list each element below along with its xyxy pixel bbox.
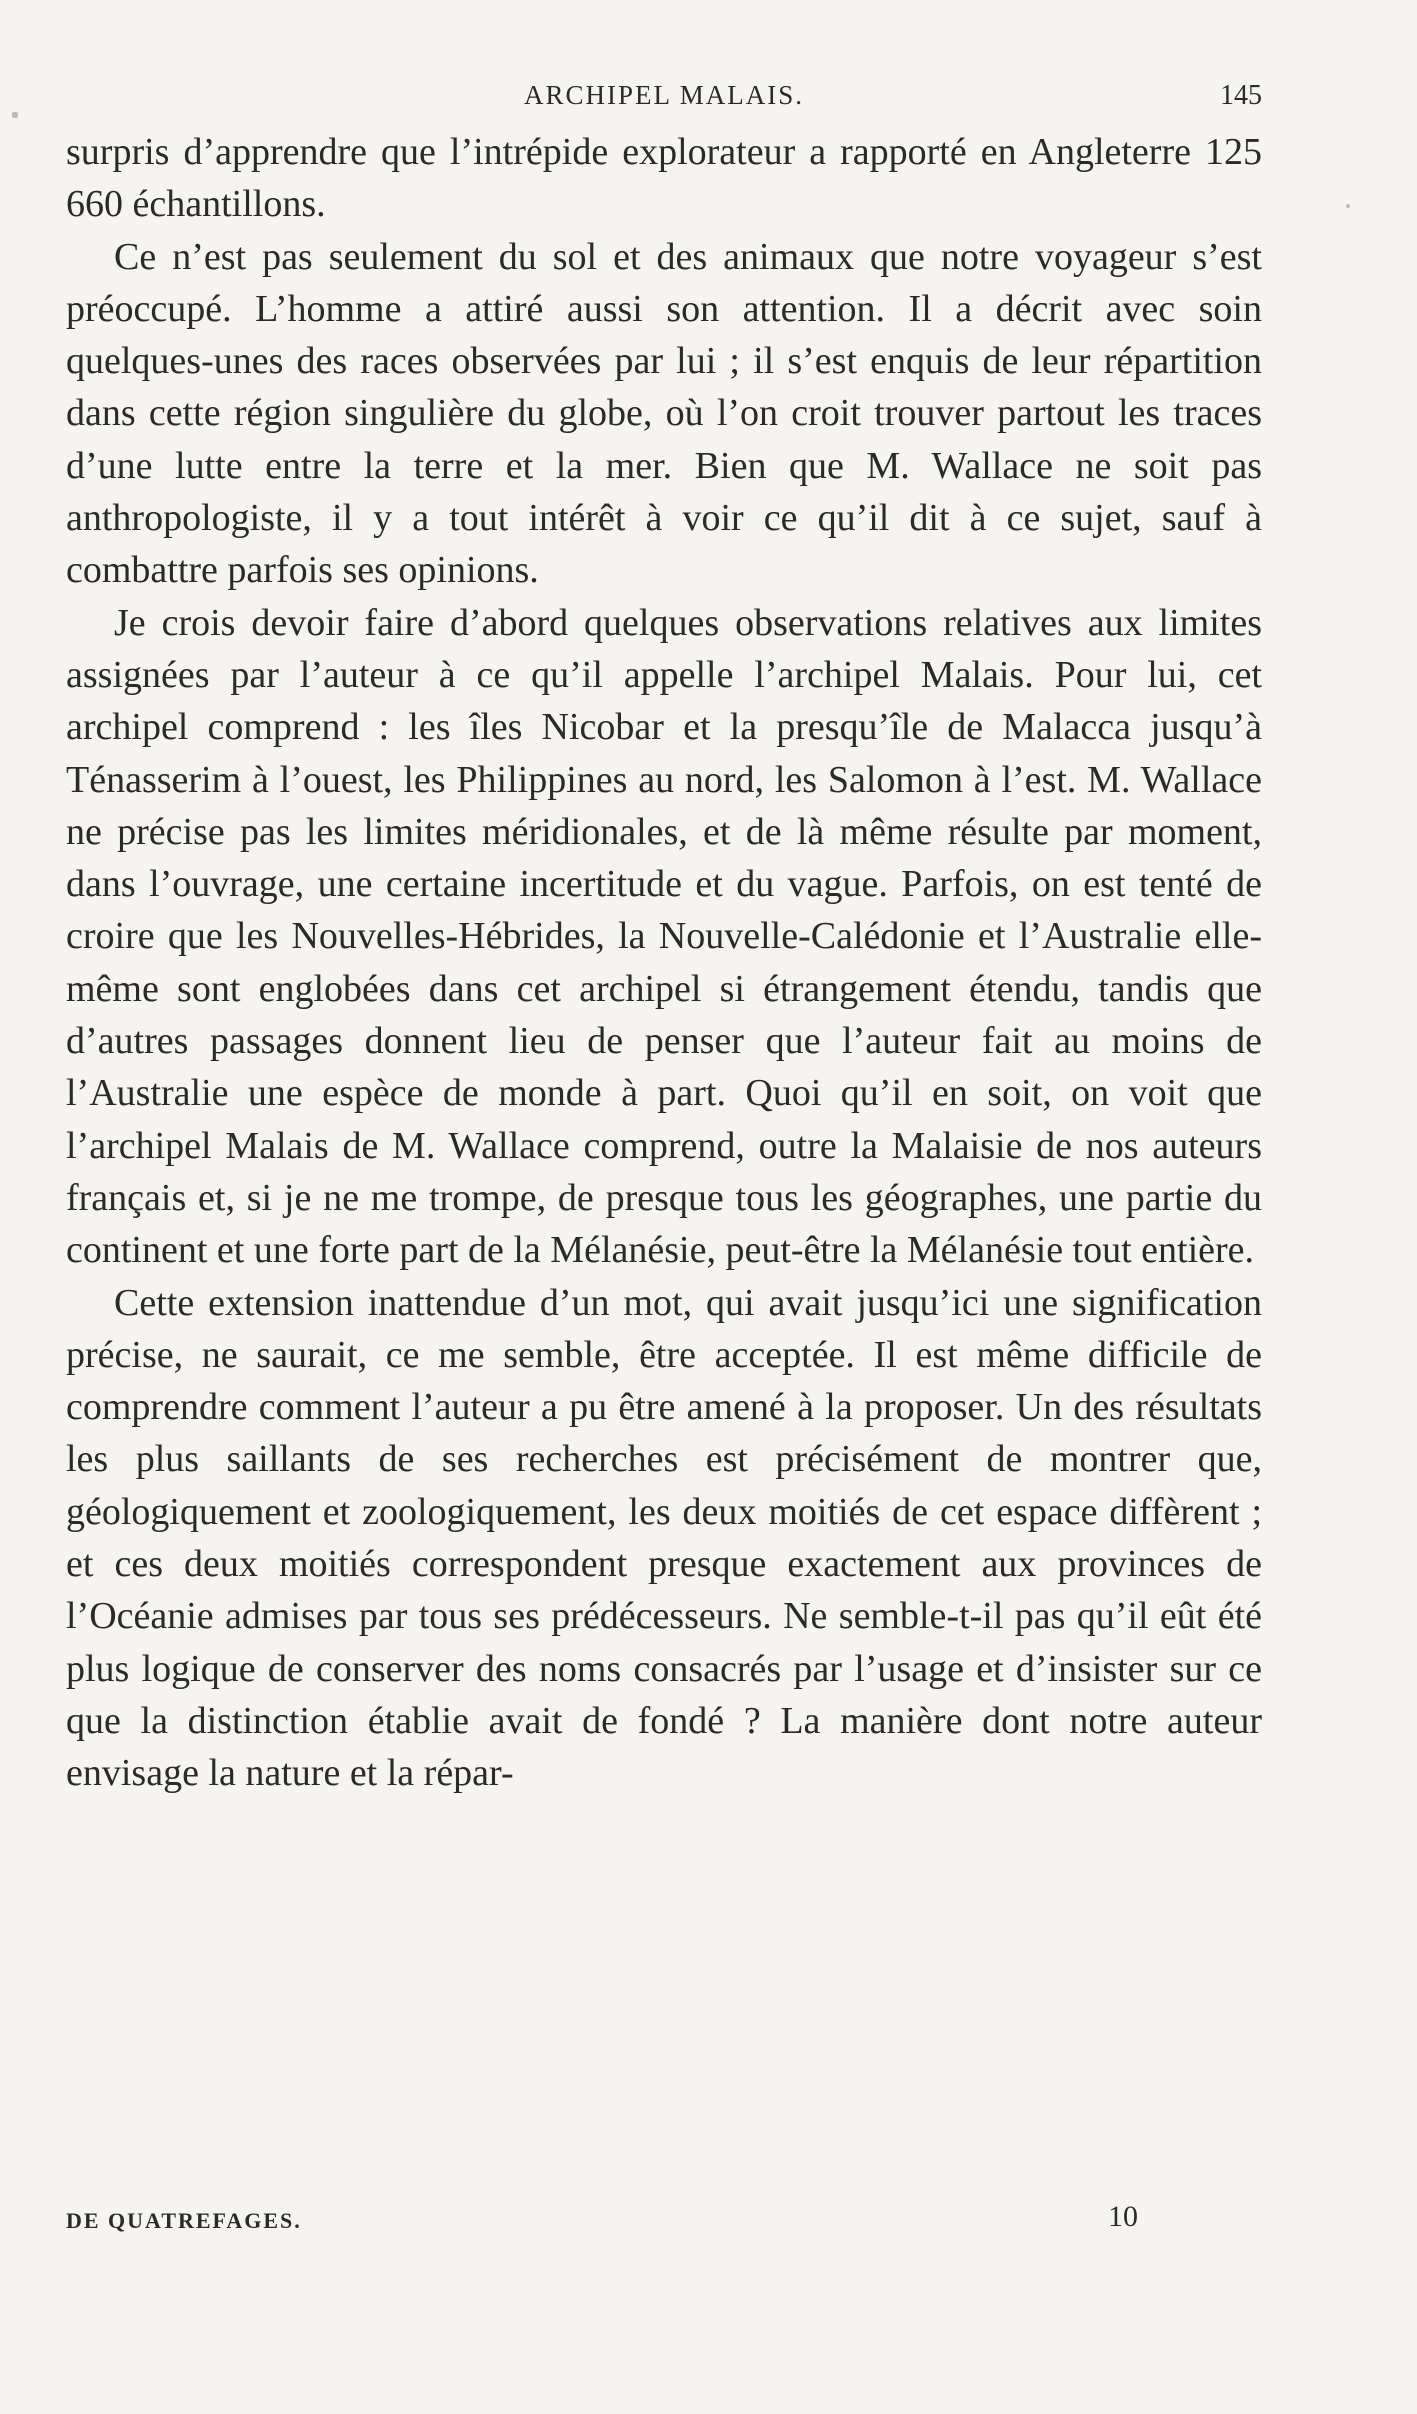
paper-speck xyxy=(12,112,18,118)
paragraph-continuation: surpris d’apprendre que l’intrépide explorateur a rapporté en Angleterre 125 660 échantillons. xyxy=(66,131,1262,226)
paper-speck xyxy=(1346,204,1350,208)
signature-mark: 10 xyxy=(1108,2200,1138,2233)
paragraph-anthropology: Ce n’est pas seulement du sol et des animaux que notre voyageur s’est préoccupé. L’homme a attiré aussi son attention. Il a décrit avec soin quelques-unes des races observées par lui ; il s’est enquis de leur répartition dans cette région singulière du globe, où l’on croit trouver partout les traces d’une lutte entre la terre et la mer. Bien que M. Wallace ne soit pas anthropologiste, il y a tout intérêt à voir ce qu’il dit à ce sujet, sauf à combattre parfois ses opinions. xyxy=(66,235,1262,592)
running-title: ARCHIPEL MALAIS. xyxy=(523,80,804,110)
paragraph-limits: Je crois devoir faire d’abord quelques observations relatives aux limites assignées par l’auteur à ce qu’il appelle l’archipel Malais. Pour lui, cet archipel comprend : les îles Nicobar et la presqu’île de Malacca jusqu’à Ténasserim à l’ouest, les Philippines au nord, les Salomon à l’est. M. Wallace ne précise pas les limites méridionales, et de là même résulte par moment, dans l’ouvrage, une certaine incertitude et du vague. Parfois, on est tenté de croire que les Nouvelles-Hébrides, la Nouvelle-Calédonie et l’Australie elle-même sont englobées dans cet archipel si étrangement étendu, tandis que d’autres passages donnent lieu de penser que l’auteur fait au moins de l’Australie une espèce de monde à part. Quoi qu’il en soit, on voit que l’archipel Malais de M. Wallace comprend, outre la Malaisie de nos auteurs français et, si je ne me trompe, de presque tous les géographes, une partie du continent et une forte part de la Mélanésie, peut-être la Mélanésie tout entière. xyxy=(66,601,1262,1272)
page-number: 145 xyxy=(1220,80,1262,111)
body-text xyxy=(66,126,1262,1800)
signature-line: DE QUATREFAGES. xyxy=(66,2208,302,2233)
paragraph-extension: Cette extension inattendue d’un mot, qui avait jusqu’ici une signification précise, ne saurait, ce me semble, être acceptée. Il est même difficile de comprendre comment l’auteur a pu être amené à la proposer. Un des résultats les plus saillants de ses recherches est précisément de montrer que, géologiquement et zoologiquement, les deux moitiés de cet espace diffèrent ; et ces deux moitiés correspondent presque exactement aux provinces de l’Océanie admises par tous ses prédécesseurs. Ne semble-t-il pas qu’il eût été plus logique de conserver des noms consacrés par l’usage et d’insister sur ce que la distinction établie avait de fondé ? La manière dont notre auteur envisage la nature et la répar- xyxy=(66,1281,1262,1795)
running-head xyxy=(66,74,1262,118)
